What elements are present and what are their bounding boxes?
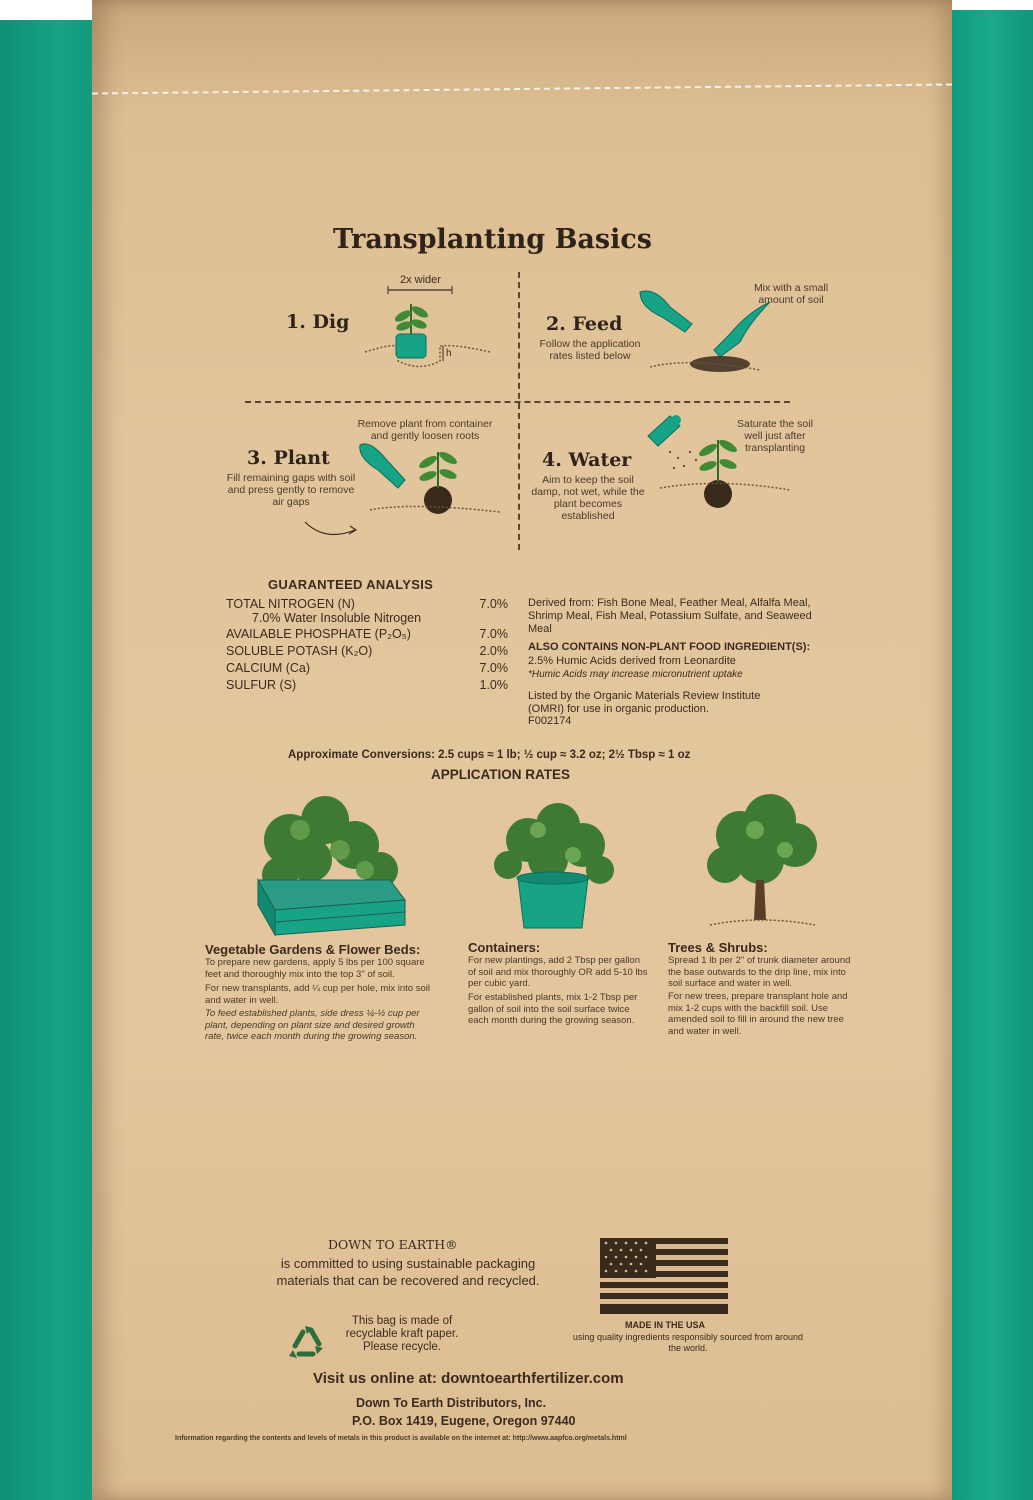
analysis-title: GUARANTEED ANALYSIS: [268, 577, 434, 592]
step-plant-note-side: Fill remaining gaps with soil and press gently to remove air gaps: [226, 472, 356, 508]
step-water-note-side: Aim to keep the soil damp, not wet, while the plant becomes established: [531, 474, 645, 522]
app-col-head: Containers:: [468, 940, 541, 955]
made-in-usa: MADE IN THE USA: [625, 1320, 706, 1330]
raised-bed-illustration: [240, 790, 410, 940]
app-col-p1: To prepare new gardens, apply 5 lbs per 100 square feet and thoroughly mix into the top 3" of soil.: [205, 957, 425, 980]
flag-underline: [600, 1313, 728, 1314]
analysis-row-name: AVAILABLE PHOSPHATE (P₂O₅): [226, 627, 411, 641]
plant-illustration: [350, 440, 510, 540]
container-illustration: [488, 800, 618, 935]
company-name: Down To Earth Distributors, Inc.: [356, 1396, 547, 1410]
recycle-message: This bag is made of recyclable kraft paper. Please recycle.: [345, 1315, 459, 1353]
analysis-row-name: 7.0% Water Insoluble Nitrogen: [252, 611, 422, 625]
analysis-row-value: 2.0%: [479, 644, 508, 658]
step-feed-label: 2. Feed: [546, 313, 623, 335]
step-feed-note-side: Follow the application rates listed below: [539, 338, 641, 362]
analysis-row-value: 7.0%: [479, 597, 508, 611]
steps-divider-vertical: [518, 272, 520, 550]
us-flag-icon: [600, 1238, 728, 1314]
application-title: APPLICATION RATES: [431, 767, 571, 782]
company-address: P.O. Box 1419, Eugene, Oregon 97440: [352, 1414, 576, 1428]
step-dig-note-width: 2x wider: [400, 274, 441, 286]
analysis-derived-from: Derived from: Fish Bone Meal, Feather Meal, Alfalfa Meal, Shrimp Meal, Fish Meal, Potassium Sulfate, and Seaweed Meal: [528, 597, 812, 635]
step-plant-label: 3. Plant: [247, 447, 330, 469]
app-col-head: Trees & Shrubs:: [668, 940, 768, 955]
analysis-humic-note: *Humic Acids may increase micronutrient uptake: [528, 669, 743, 680]
analysis-row-value: 7.0%: [479, 661, 508, 675]
app-col-p2: For new transplants, add ¼ cup per hole, mix into soil and water in well.: [205, 983, 430, 1006]
step-dig-label: 1. Dig: [286, 311, 350, 333]
app-col-p1: For new plantings, add 2 Tbsp per gallon of soil and mix thoroughly OR add 5-10 lbs per cubic yard.: [468, 955, 648, 989]
feed-illustration: [630, 282, 780, 382]
website-link[interactable]: Visit us online at: downtoearthfertilizer.com: [313, 1370, 624, 1387]
sourcing-statement: using quality ingredients responsibly sourced from around the world.: [572, 1332, 804, 1353]
plant-arrow-icon: [300, 512, 360, 542]
analysis-omri: Listed by the Organic Materials Review Institute (OMRI) for use in organic production.: [528, 690, 761, 715]
conversions-text: Approximate Conversions: 2.5 cups ≈ 1 lb; ½ cup ≈ 3.2 oz; 2½ Tbsp ≈ 1 oz: [288, 749, 691, 761]
analysis-also-contains: ALSO CONTAINS NON-PLANT FOOD INGREDIENT(S):: [528, 641, 811, 653]
metals-info: Information regarding the contents and levels of metals in this product is available on the internet at: http://www.aapfco.org/metals.html: [175, 1435, 627, 1442]
sustainability-commitment: is committed to using sustainable packaging materials that can be recovered and recycled.: [276, 1256, 540, 1288]
bag-top-fold: [92, 0, 952, 110]
water-illustration: [640, 406, 800, 526]
bag-green-left-side: [0, 20, 95, 1500]
analysis-humic: 2.5% Humic Acids derived from Leonardite: [528, 655, 736, 667]
analysis-row-name: SULFUR (S): [226, 678, 297, 692]
recycle-icon: [283, 1316, 331, 1360]
analysis-row-name: CALCIUM (Ca): [226, 661, 311, 675]
analysis-row-value: 1.0%: [479, 678, 508, 692]
tree-illustration: [690, 790, 830, 940]
analysis-row-name: TOTAL NITROGEN (N): [226, 597, 355, 611]
app-col-p2: For new trees, prepare transplant hole and mix 1-2 cups with the backfill soil. Use amended soil to fill in around the new tree and water in well.: [668, 991, 848, 1037]
step-feed-note-top: Mix with a small amount of soil: [753, 282, 829, 306]
page-title: Transplanting Basics: [333, 224, 652, 255]
brand-name: DOWN TO EARTH®: [328, 1237, 458, 1252]
bag-green-right-side: [950, 10, 1033, 1500]
analysis-row-value: 7.0%: [479, 627, 508, 641]
app-col-p3: To feed established plants, side dress ¼-½ cup per plant, depending on plant size and desired growth rate, twice each month during the growing season.: [205, 1008, 420, 1042]
app-col-p2: For established plants, mix 1-2 Tbsp per gallon of soil into the soil surface twice each month during the growing season.: [468, 992, 638, 1026]
dig-illustration: [360, 286, 510, 390]
analysis-row-name: SOLUBLE POTASH (K₂O): [226, 644, 373, 658]
analysis-code: F002174: [528, 715, 572, 727]
step-water-note-top: Saturate the soil well just after transplanting: [737, 418, 813, 454]
app-col-head: Vegetable Gardens & Flower Beds:: [205, 942, 421, 957]
step-water-label: 4. Water: [542, 449, 632, 471]
dig-h-label: h: [446, 348, 452, 359]
step-plant-note-top: Remove plant from container and gently loosen roots: [357, 418, 493, 442]
app-col-p1: Spread 1 lb per 2" of trunk diameter around the base outwards to the drip line, mix into soil surface and water in well.: [668, 955, 851, 989]
